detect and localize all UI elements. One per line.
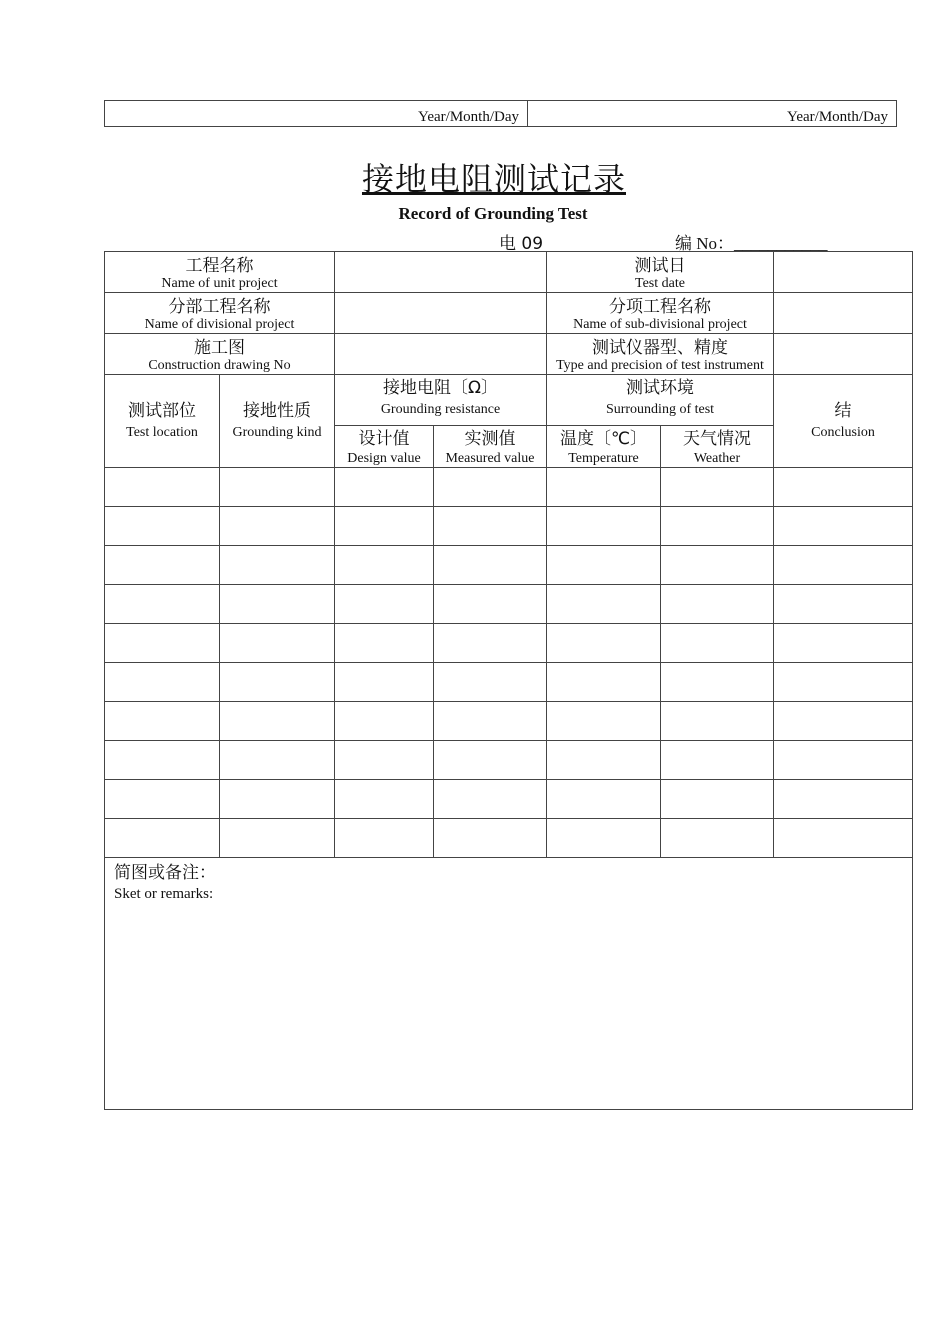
table-cell[interactable] [105,624,220,663]
right-date-cell[interactable]: Year/Month/Day [528,101,897,127]
table-cell[interactable] [105,468,220,507]
table-row [105,585,913,624]
table-row [105,741,913,780]
date-header-table [104,100,897,127]
col-weather-en: Weather [693,451,741,466]
table-cell[interactable] [774,702,913,741]
table-cell[interactable] [105,546,220,585]
table-cell[interactable] [774,741,913,780]
table-cell[interactable] [774,624,913,663]
grounding-test-table [104,251,913,1110]
table-cell[interactable] [547,702,661,741]
table-cell[interactable] [105,741,220,780]
table-cell[interactable] [220,507,335,546]
table-cell[interactable] [105,663,220,702]
table-cell[interactable] [547,546,661,585]
construction-drawing-value[interactable] [335,334,547,375]
table-cell[interactable] [335,585,434,624]
table-cell[interactable] [335,741,434,780]
table-cell[interactable] [434,507,547,546]
table-cell[interactable] [335,819,434,858]
left-date-cell[interactable]: Year/Month/Day [105,101,528,127]
table-cell[interactable] [434,585,547,624]
construction-drawing-label-en: Construction drawing No [148,358,291,373]
form-number-label-en: No： [692,234,735,253]
construction-drawing-label [105,334,335,375]
col-conclusion-cn: 结 [834,401,852,421]
table-cell[interactable] [661,507,774,546]
table-cell[interactable] [220,546,335,585]
col-grounding-kind-en: Grounding kind [232,425,322,440]
table-cell[interactable] [661,468,774,507]
remarks-label-cn: 简图或备注： [114,863,216,883]
table-cell[interactable] [547,624,661,663]
form-code-text: 电 09 [499,234,544,254]
unit-project-label-cn: 工程名称 [185,256,254,276]
col-measured-value-en: Measured value [445,451,535,466]
table-cell[interactable] [661,585,774,624]
title-chinese: 接地电阻测试记录 [361,160,626,198]
table-cell[interactable] [774,663,913,702]
table-cell[interactable] [661,546,774,585]
remarks-area[interactable] [105,858,913,1110]
table-cell[interactable] [434,780,547,819]
sub-divisional-project-label-cn: 分项工程名称 [609,297,711,317]
table-cell[interactable] [774,780,913,819]
table-cell[interactable] [661,624,774,663]
unit-project-value[interactable] [335,252,547,293]
table-cell[interactable] [774,507,913,546]
table-cell[interactable] [547,585,661,624]
table-cell[interactable] [547,468,661,507]
table-cell[interactable] [335,546,434,585]
col-test-environment-cn: 测试环境 [626,378,694,398]
test-date-label [547,252,774,293]
col-design-value [335,426,434,468]
table-cell[interactable] [105,702,220,741]
table-cell[interactable] [105,819,220,858]
col-temperature [547,426,661,468]
test-instrument-label-en: Type and precision of test instrument [556,358,764,373]
col-design-value-cn: 设计值 [358,429,410,449]
table-cell[interactable] [335,624,434,663]
table-row [105,468,913,507]
col-design-value-en: Design value [347,451,421,466]
table-cell[interactable] [434,663,547,702]
col-measured-value [434,426,547,468]
table-cell[interactable] [661,819,774,858]
title-english: Record of Grounding Test [398,204,588,223]
table-cell[interactable] [220,780,335,819]
col-test-environment [547,375,774,426]
table-cell[interactable] [661,702,774,741]
table-cell[interactable] [335,468,434,507]
table-cell[interactable] [335,702,434,741]
test-instrument-label-cn: 测试仪器型、精度 [592,338,728,358]
col-test-location [105,375,220,468]
sub-divisional-project-label-en: Name of sub-divisional project [573,317,747,332]
unit-project-label-en: Name of unit project [161,276,278,291]
table-cell[interactable] [220,741,335,780]
col-grounding-resistance [335,375,547,426]
table-cell[interactable] [434,819,547,858]
test-instrument-label [547,334,774,375]
table-cell[interactable] [774,546,913,585]
table-cell[interactable] [774,585,913,624]
table-cell[interactable] [105,507,220,546]
col-grounding-kind-cn: 接地性质 [243,401,311,421]
table-row [105,624,913,663]
test-instrument-value[interactable] [774,334,913,375]
table-cell[interactable] [774,819,913,858]
col-conclusion [774,375,913,468]
col-grounding-kind [220,375,335,468]
col-weather [661,426,774,468]
table-cell[interactable] [220,468,335,507]
table-cell[interactable] [335,507,434,546]
table-cell[interactable] [105,780,220,819]
table-cell[interactable] [661,663,774,702]
table-row [105,507,913,546]
col-grounding-resistance-en: Grounding resistance [380,402,501,417]
table-cell[interactable] [774,468,913,507]
col-test-environment-en: Surrounding of test [605,402,715,417]
form-number-label-cn: 编 [675,234,692,254]
table-cell[interactable] [547,507,661,546]
col-weather-cn: 天气情况 [683,429,751,449]
col-conclusion-en: Conclusion [811,425,875,440]
table-cell[interactable] [434,468,547,507]
table-cell[interactable] [547,663,661,702]
table-cell[interactable] [434,741,547,780]
test-date-label-cn: 测试日 [634,256,686,276]
table-row [105,663,913,702]
table-cell[interactable] [547,741,661,780]
divisional-project-label-cn: 分部工程名称 [168,297,271,317]
col-temperature-en: Temperature [568,451,639,466]
col-test-location-en: Test location [126,425,198,440]
table-cell[interactable] [335,663,434,702]
unit-project-label [105,252,335,293]
table-cell[interactable] [547,780,661,819]
col-test-location-cn: 测试部位 [128,401,196,421]
col-grounding-resistance-cn: 接地电阻〔Ω〕 [383,378,498,398]
divisional-project-label [105,293,335,334]
divisional-project-value[interactable] [335,293,547,334]
table-cell[interactable] [661,780,774,819]
table-row [105,780,913,819]
table-cell[interactable] [434,546,547,585]
table-cell[interactable] [105,585,220,624]
table-cell[interactable] [220,819,335,858]
table-cell[interactable] [220,663,335,702]
remarks-label-en: Sket or remarks: [114,886,214,902]
test-date-label-en: Test date [635,276,685,291]
table-cell[interactable] [661,741,774,780]
construction-drawing-label-cn: 施工图 [194,338,245,358]
test-date-value[interactable] [774,252,913,293]
sub-divisional-project-label [547,293,774,334]
sub-divisional-project-value[interactable] [774,293,913,334]
col-measured-value-cn: 实测值 [464,429,516,449]
col-temperature-cn: 温度〔℃〕 [559,429,648,449]
divisional-project-label-en: Name of divisional project [144,317,295,332]
table-row [105,546,913,585]
table-cell[interactable] [547,819,661,858]
table-cell[interactable] [220,624,335,663]
table-cell[interactable] [434,702,547,741]
table-cell[interactable] [434,624,547,663]
form-number-blank[interactable]: ___________ [734,234,828,253]
table-cell[interactable] [220,585,335,624]
table-row [105,702,913,741]
table-cell[interactable] [335,780,434,819]
table-cell[interactable] [220,702,335,741]
table-row [105,819,913,858]
